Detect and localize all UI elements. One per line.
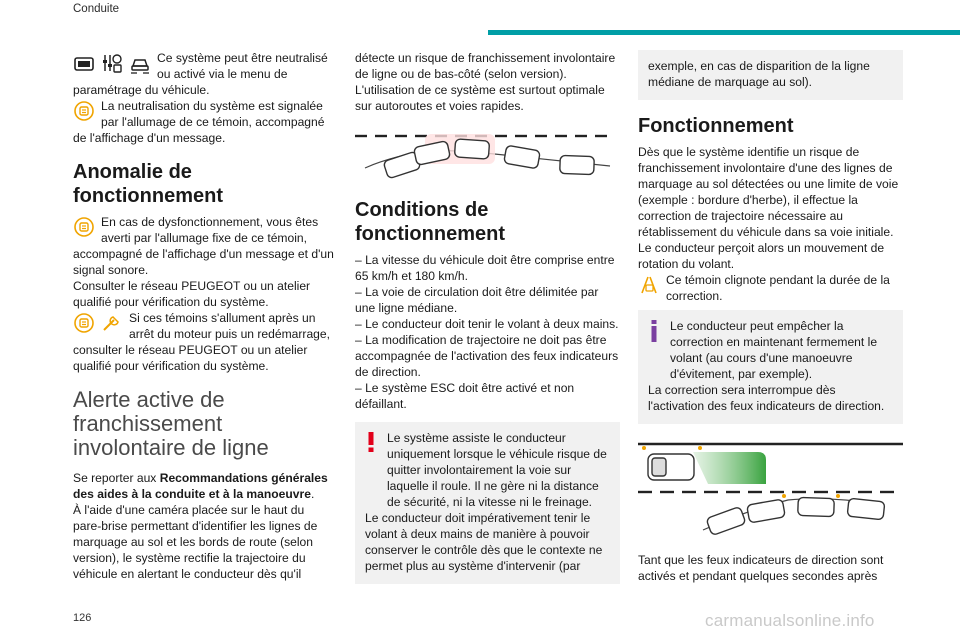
lane-departure-icon [638, 274, 660, 296]
dashboard-button-icon [73, 52, 95, 74]
fonctionnement-text: Dès que le système identifie un risque de franchissement involontaire d'une des lignes de marquage au sol détectées ou une limite de voie (exemple : bordure d'herbe), il effectue la correction de trajectoire nécessaire au rétablissement du véhicule dans sa voie initiale. [638, 145, 899, 239]
page-header [0, 0, 960, 40]
section-title: Conduite [73, 3, 120, 15]
warning-text-2: Le conducteur doit impérativement tenir le volant à deux mains de manière à pouvoir conserver le contrôle dès que le contexte ne permet plus au système d'intervenir (par [365, 511, 603, 573]
lane-keeping-illustration [638, 438, 903, 538]
recommandations-post: . [310, 487, 315, 501]
heading-conditions: Conditions de fonctionnement [355, 199, 505, 245]
consult-text: Consulter le réseau PEUGEOT ou un atelier qualifié pour vérification du système. [73, 279, 311, 309]
icon-group-dysfonctionnement [73, 216, 95, 238]
info-icon [650, 320, 658, 346]
detect-text: détecte un risque de franchissement involontaire de ligne ou de bas-côté (selon version). [355, 51, 616, 81]
icon-group-clignote [638, 274, 660, 296]
clignotants-text: Tant que les feux indicateurs de direction sont activés et pendant quelques secondes après [638, 553, 884, 583]
paragraph-clignote [638, 272, 903, 304]
warning-callout [355, 422, 620, 584]
paragraph-neutralisation [73, 98, 335, 146]
paragraph-dysfonctionnement [73, 214, 335, 278]
lane-warning-icon [73, 216, 95, 238]
info-text-2: La correction sera interrompue dès l'activation des feux indicateurs de direction. [648, 383, 885, 413]
lane-warning-icon [73, 312, 95, 334]
info-callout [638, 310, 903, 424]
lane-warning-icon [73, 100, 95, 122]
paragraph-temoins [73, 310, 335, 374]
heading-alerte: Alerte active de franchissement involontaire de ligne [73, 387, 269, 460]
column-2 [355, 50, 620, 584]
rotation-text: Le conducteur perçoit alors un mouvement de rotation du volant. [638, 241, 885, 271]
recommandations-text [73, 470, 335, 502]
icon-group-settings [73, 52, 151, 74]
condition-item-2: – La voie de circulation doit être délimitée par une ligne médiane. [355, 285, 599, 315]
warning-continued-text: exemple, en cas de disparition de la ligne médiane de marquage au sol). [648, 59, 870, 89]
exclamation-icon [367, 432, 375, 456]
warning-text-1: Le système assiste le conducteur uniquement lorsque le véhicule risque de quitter involontairement la voie sur laquelle il roule. Il ne gère ni la distance de sécurité, ni la vitesse ni le freinage. [387, 431, 607, 509]
condition-item-5: – Le système ESC doit être activé et non défaillant. [355, 381, 575, 411]
condition-item-3: – Le conducteur doit tenir le volant à deux mains. [355, 317, 619, 331]
settings-apps-icon [101, 52, 123, 74]
paragraph-settings [73, 50, 335, 98]
column-3 [638, 50, 903, 584]
lane-car-icon [129, 52, 151, 74]
condition-item-1: – La vitesse du véhicule doit être comprise entre 65 km/h et 180 km/h. [355, 253, 615, 283]
heading-fonctionnement: Fonctionnement [638, 115, 794, 137]
camera-text: À l'aide d'une caméra placée sur le haut du pare-brise permettant d'identifier les lignes de marquage au sol et les bords de route (selon version), le système rectifie la trajectoire du véhicule en alertant le conducteur dès qu'il [73, 503, 318, 581]
watermark: carmanualsonline.info [705, 611, 875, 630]
heading-anomalie: Anomalie de fonctionnement [73, 161, 223, 207]
dysfonctionnement-text: En cas de dysfonctionnement, vous êtes averti par l'allumage fixe de ce témoin, accompagné de l'affichage d'un message et d'un signal sonore. [73, 215, 334, 277]
icon-group-neutralisation [73, 100, 95, 122]
condition-item-4: – La modification de trajectoire ne doit pas être accompagnée de l'activation des feux indicateurs de direction. [355, 333, 619, 379]
header-accent-bar [488, 30, 960, 35]
column-1 [73, 50, 335, 582]
recommandations-pre: Se reporter aux [73, 471, 160, 485]
page-number: 126 [73, 612, 92, 624]
wrench-warning-icon [101, 312, 123, 334]
clignote-text: Ce témoin clignote pendant la durée de la correction. [666, 273, 890, 303]
icon-group-temoins [73, 312, 123, 334]
lane-correction-illustration [355, 128, 620, 184]
recommandations-link: Recommandations générales des aides à la conduite et à la manoeuvre [73, 471, 328, 501]
usage-text: L'utilisation de ce système est surtout optimale sur autoroutes et voies rapides. [355, 83, 605, 113]
temoins-text: Si ces témoins s'allument après un arrêt du moteur puis un redémarrage, consulter le réseau PEUGEOT ou un atelier qualifié pour vérification du système. [73, 311, 330, 373]
warning-callout-continued [638, 50, 903, 100]
info-text-1: Le conducteur peut empêcher la correction en maintenant fermement le volant (au cours d'une manoeuvre d'évitement, par exemple). [670, 319, 878, 381]
neutralisation-text: La neutralisation du système est signalée par l'allumage de ce témoin, accompagné de l'affichage d'un message. [73, 99, 325, 145]
settings-text: Ce système peut être neutralisé ou activé via le menu de paramétrage du véhicule. [73, 51, 328, 97]
